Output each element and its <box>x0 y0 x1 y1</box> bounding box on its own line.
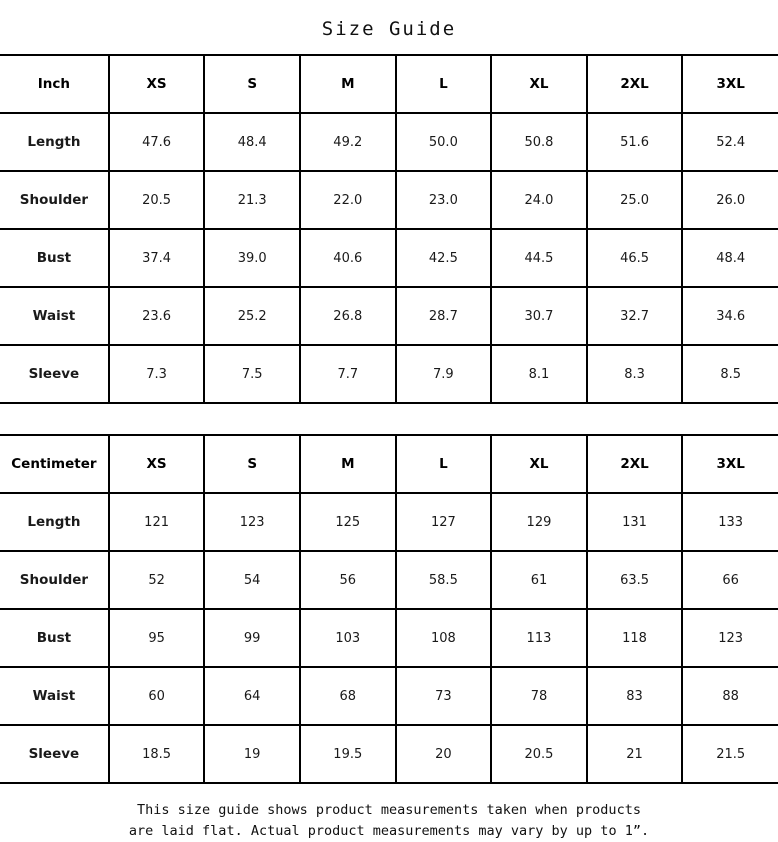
row-label: Waist <box>0 287 109 345</box>
table-cell: 50.0 <box>396 113 492 171</box>
footer-note <box>0 784 778 842</box>
table-cell: 121 <box>109 493 205 551</box>
column-header: L <box>396 55 492 113</box>
table-cell: 23.0 <box>396 171 492 229</box>
table-cell: 25.0 <box>587 171 683 229</box>
table-cell: 8.5 <box>682 345 778 403</box>
unit-label: Centimeter <box>0 435 109 493</box>
table-cell: 7.5 <box>204 345 300 403</box>
centimeter-size-table <box>0 434 778 784</box>
table-cell: 26.8 <box>300 287 396 345</box>
table-header-row <box>0 55 778 113</box>
table-cell: 48.4 <box>204 113 300 171</box>
table-cell: 21.3 <box>204 171 300 229</box>
row-label: Waist <box>0 667 109 725</box>
table-cell: 7.7 <box>300 345 396 403</box>
table-cell: 21.5 <box>682 725 778 783</box>
table-cell: 63.5 <box>587 551 683 609</box>
table-cell: 131 <box>587 493 683 551</box>
table-cell: 95 <box>109 609 205 667</box>
table-cell: 25.2 <box>204 287 300 345</box>
footer-note-line-1: This size guide shows product measurements taken when products <box>137 802 641 819</box>
table-cell: 52 <box>109 551 205 609</box>
table-cell: 60 <box>109 667 205 725</box>
column-header: M <box>300 55 396 113</box>
table-cell: 52.4 <box>682 113 778 171</box>
table-cell: 99 <box>204 609 300 667</box>
table-cell: 26.0 <box>682 171 778 229</box>
table-row <box>0 493 778 551</box>
column-header: 3XL <box>682 55 778 113</box>
table-cell: 125 <box>300 493 396 551</box>
column-header: XS <box>109 55 205 113</box>
column-header: 2XL <box>587 55 683 113</box>
table-cell: 22.0 <box>300 171 396 229</box>
row-label: Shoulder <box>0 171 109 229</box>
table-cell: 88 <box>682 667 778 725</box>
table-cell: 40.6 <box>300 229 396 287</box>
table-row <box>0 667 778 725</box>
table-cell: 133 <box>682 493 778 551</box>
table-row <box>0 229 778 287</box>
column-header: XL <box>491 435 587 493</box>
table-cell: 19 <box>204 725 300 783</box>
table-cell: 61 <box>491 551 587 609</box>
column-header: 3XL <box>682 435 778 493</box>
page-title: Size Guide <box>321 18 457 40</box>
table-cell: 118 <box>587 609 683 667</box>
column-header: S <box>204 435 300 493</box>
table-cell: 58.5 <box>396 551 492 609</box>
row-label: Shoulder <box>0 551 109 609</box>
row-label: Bust <box>0 609 109 667</box>
table-cell: 64 <box>204 667 300 725</box>
table-row <box>0 345 778 403</box>
table-cell: 24.0 <box>491 171 587 229</box>
table-cell: 73 <box>396 667 492 725</box>
table-cell: 123 <box>682 609 778 667</box>
column-header: M <box>300 435 396 493</box>
table-cell: 20.5 <box>491 725 587 783</box>
table-cell: 21 <box>587 725 683 783</box>
column-header: S <box>204 55 300 113</box>
table-cell: 39.0 <box>204 229 300 287</box>
table-cell: 8.1 <box>491 345 587 403</box>
table-cell: 28.7 <box>396 287 492 345</box>
table-cell: 44.5 <box>491 229 587 287</box>
table-cell: 23.6 <box>109 287 205 345</box>
table-cell: 56 <box>300 551 396 609</box>
table-cell: 37.4 <box>109 229 205 287</box>
table-cell: 20 <box>396 725 492 783</box>
table-cell: 30.7 <box>491 287 587 345</box>
table-cell: 19.5 <box>300 725 396 783</box>
column-header: XL <box>491 55 587 113</box>
table-cell: 8.3 <box>587 345 683 403</box>
table-cell: 7.9 <box>396 345 492 403</box>
inch-size-table <box>0 54 778 404</box>
table-cell: 50.8 <box>491 113 587 171</box>
column-header: L <box>396 435 492 493</box>
table-cell: 83 <box>587 667 683 725</box>
table-row <box>0 171 778 229</box>
table-cell: 66 <box>682 551 778 609</box>
table-row <box>0 113 778 171</box>
row-label: Bust <box>0 229 109 287</box>
table-cell: 7.3 <box>109 345 205 403</box>
table-cell: 42.5 <box>396 229 492 287</box>
table-cell: 54 <box>204 551 300 609</box>
table-cell: 20.5 <box>109 171 205 229</box>
table-header-row <box>0 435 778 493</box>
table-cell: 68 <box>300 667 396 725</box>
table-row <box>0 725 778 783</box>
table-cell: 51.6 <box>587 113 683 171</box>
table-cell: 46.5 <box>587 229 683 287</box>
footer-note-line-2: are laid flat. Actual product measurements may vary by up to 1”. <box>128 823 650 840</box>
row-label: Sleeve <box>0 345 109 403</box>
table-cell: 108 <box>396 609 492 667</box>
row-label: Sleeve <box>0 725 109 783</box>
table-cell: 123 <box>204 493 300 551</box>
table-row <box>0 609 778 667</box>
table-cell: 32.7 <box>587 287 683 345</box>
column-header: XS <box>109 435 205 493</box>
table-separator <box>0 404 778 434</box>
row-label: Length <box>0 113 109 171</box>
table-row <box>0 287 778 345</box>
column-header: 2XL <box>587 435 683 493</box>
table-cell: 34.6 <box>682 287 778 345</box>
table-row <box>0 551 778 609</box>
table-cell: 18.5 <box>109 725 205 783</box>
table-cell: 48.4 <box>682 229 778 287</box>
row-label: Length <box>0 493 109 551</box>
table-cell: 78 <box>491 667 587 725</box>
table-cell: 113 <box>491 609 587 667</box>
table-cell: 49.2 <box>300 113 396 171</box>
unit-label: Inch <box>0 55 109 113</box>
table-cell: 129 <box>491 493 587 551</box>
table-cell: 103 <box>300 609 396 667</box>
table-cell: 127 <box>396 493 492 551</box>
table-cell: 47.6 <box>109 113 205 171</box>
